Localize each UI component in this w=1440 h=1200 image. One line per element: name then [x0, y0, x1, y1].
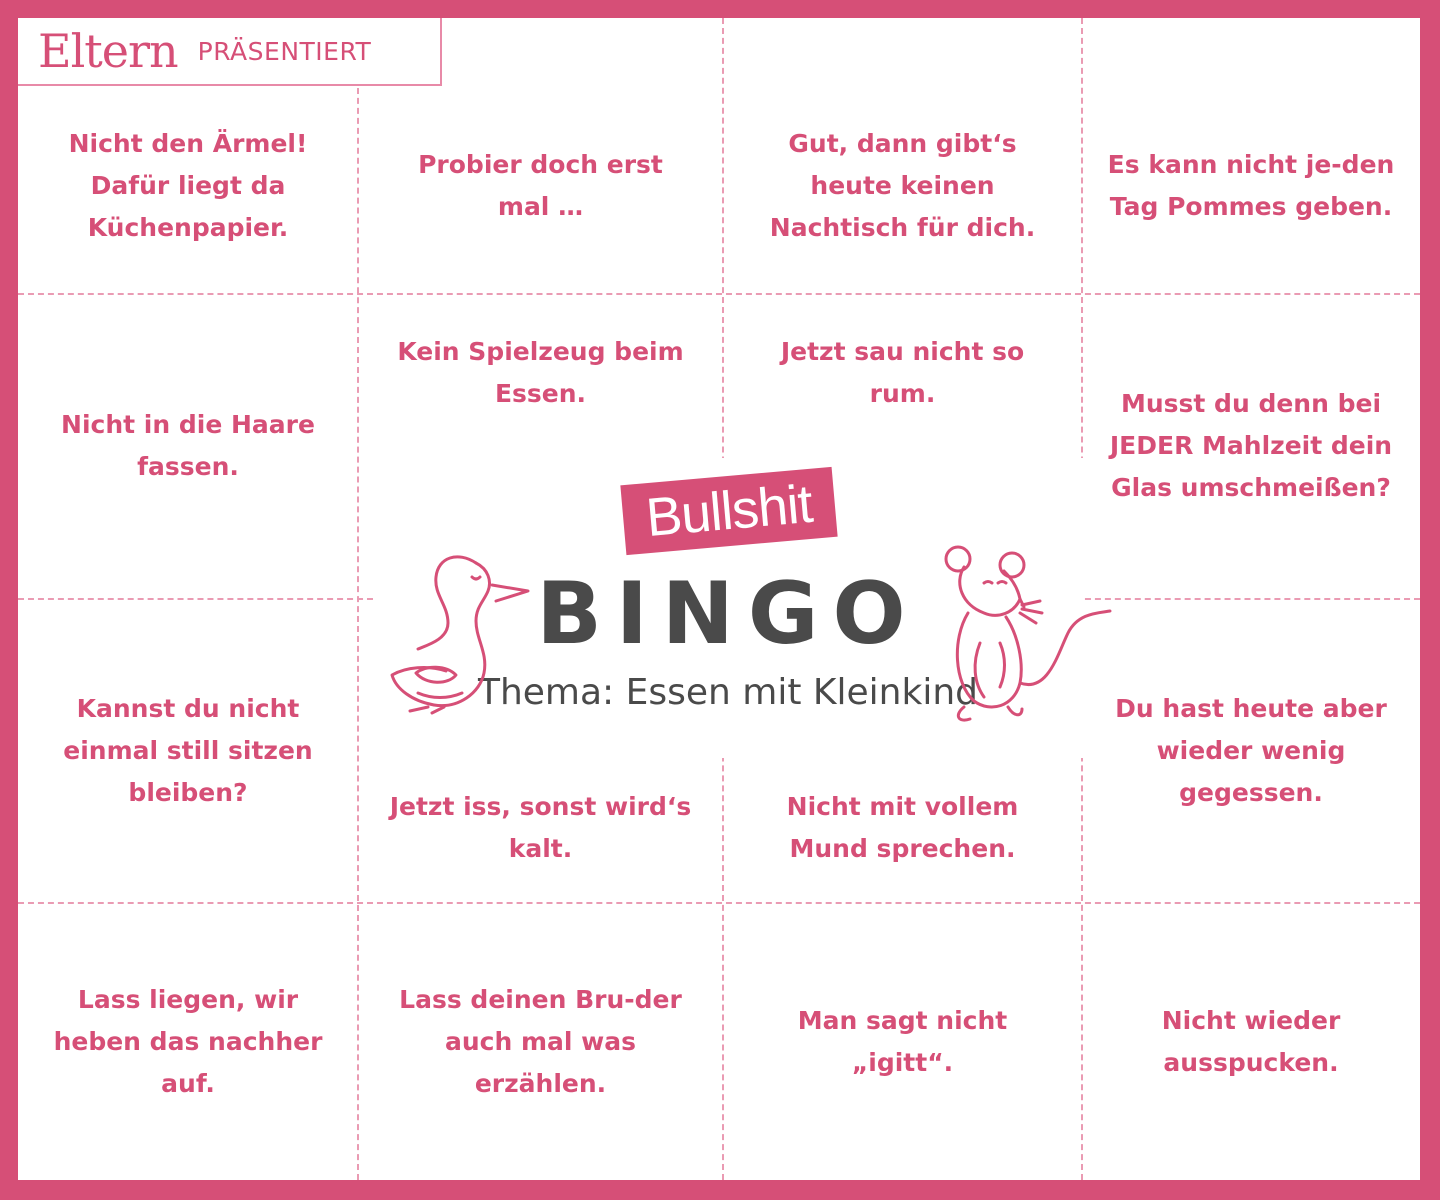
- bingo-cell: Jetzt iss, sonst wird‘s kalt.: [389, 792, 692, 863]
- eltern-logo: Eltern: [38, 24, 178, 78]
- bingo-cell: Nicht den Ärmel! Dafür liegt da Küchenpapier.: [68, 128, 308, 242]
- bingo-cell: Lass liegen, wir heben das nachher auf.: [53, 984, 323, 1098]
- bingo-cell: Du hast heute aber wieder wenig gegessen.: [1115, 693, 1387, 807]
- theme-subtitle: Thema: Essen mit Kleinkind: [477, 672, 979, 713]
- brand-header: [18, 18, 442, 86]
- bingo-cell: Nicht wieder ausspucken.: [1161, 1005, 1341, 1077]
- bingo-cell: Jetzt sau nicht so rum.: [780, 337, 1025, 408]
- bingo-title: BINGO: [536, 564, 920, 664]
- bingo-cell: Nicht in die Haare fassen.: [61, 410, 315, 481]
- bingo-cell: Kein Spielzeug beim Essen.: [397, 337, 684, 408]
- bingo-cell: Nicht mit vollem Mund sprechen.: [786, 792, 1019, 863]
- bingo-cell: Probier doch erst mal …: [418, 149, 663, 221]
- bingo-cell: Lass deinen Bru-der auch mal was erzählen.: [399, 984, 682, 1098]
- bingo-cell: Musst du denn bei JEDER Mahlzeit dein Glas umschmeißen?: [1109, 389, 1393, 502]
- bullshit-badge: Bullshit: [620, 467, 837, 555]
- bingo-cell: Kannst du nicht einmal still sitzen bleiben?: [63, 693, 313, 807]
- bingo-cell: Es kann nicht je-den Tag Pommes geben.: [1107, 149, 1395, 221]
- duck-icon: [388, 543, 548, 723]
- bingo-cell: Man sagt nicht „igitt“.: [797, 1005, 1008, 1077]
- bingo-card: [18, 18, 1420, 1180]
- bingo-cell: Gut, dann gibt‘s heute keinen Nachtisch für dich.: [769, 128, 1036, 242]
- brand-tagline: PRÄSENTIERT: [197, 36, 372, 66]
- mouse-icon: [928, 543, 1118, 723]
